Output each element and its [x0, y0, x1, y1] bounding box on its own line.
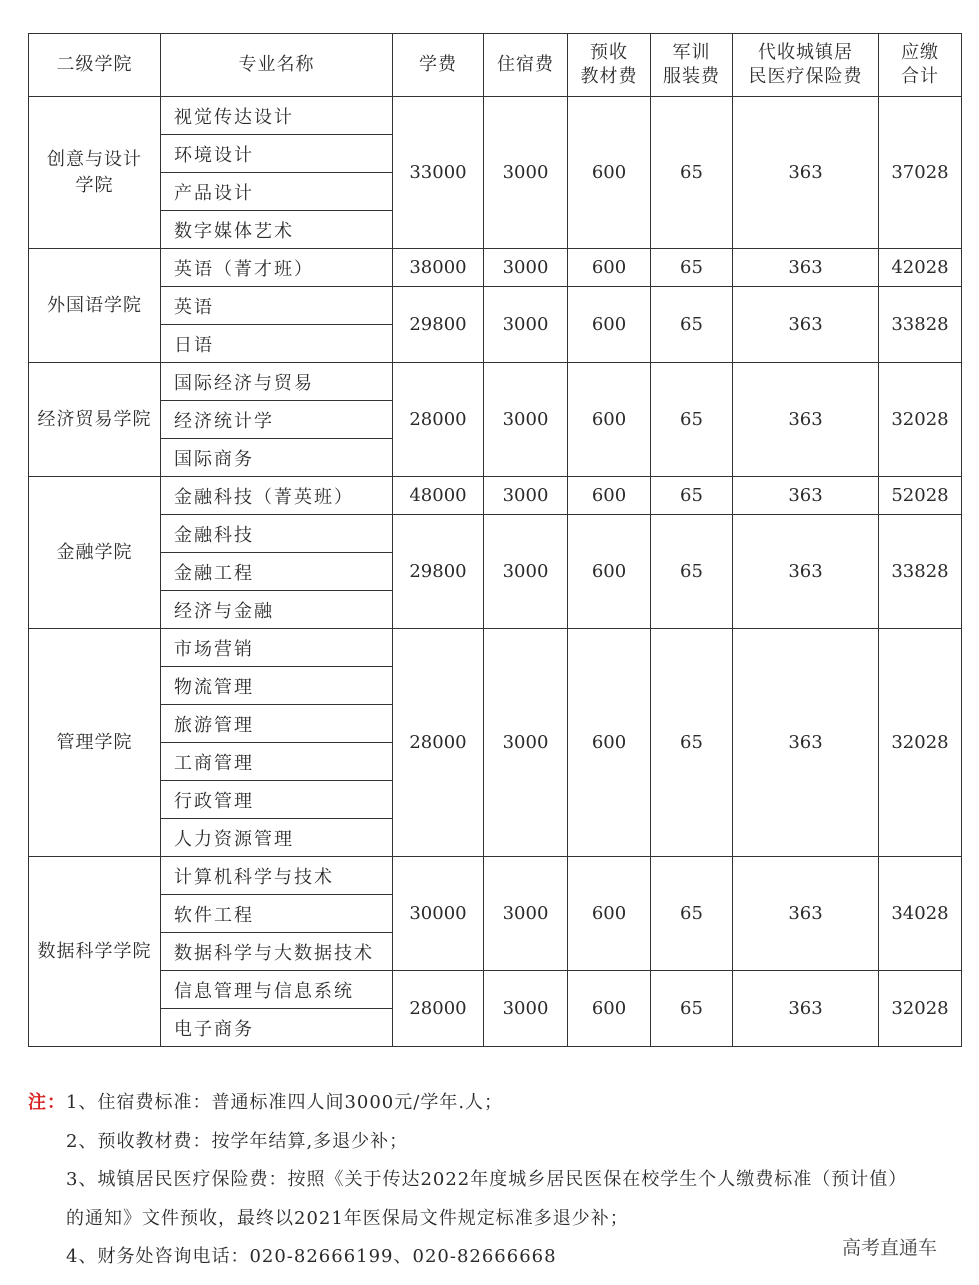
- fee-textbook: 600: [568, 629, 651, 857]
- header-col-tuition: 学费: [393, 34, 484, 97]
- header-col-insurance: 代收城镇居 民医疗保险费: [733, 34, 879, 97]
- fee-tuition: 28000: [393, 971, 484, 1047]
- note-line: 3、城镇居民医疗保险费：按照《关于传达2022年度城乡居民医保在校学生个人缴费标准（预计值）: [66, 1169, 908, 1190]
- major-name: 行政管理: [161, 781, 393, 819]
- fee-tuition: 29800: [393, 287, 484, 363]
- table-row: [29, 629, 962, 667]
- college-name: 管理学院: [29, 629, 161, 857]
- fee-insurance: 363: [733, 97, 879, 249]
- major-name: 英语: [161, 287, 393, 325]
- fee-uniform: 65: [651, 971, 733, 1047]
- fee-textbook: 600: [568, 97, 651, 249]
- fee-dorm: 3000: [484, 477, 568, 515]
- fee-table: [28, 33, 962, 1047]
- college-name: 创意与设计 学院: [29, 97, 161, 249]
- notes-label: 注：: [28, 1092, 66, 1113]
- major-name: 经济与金融: [161, 591, 393, 629]
- fee-textbook: 600: [568, 971, 651, 1047]
- fee-total: 34028: [879, 857, 962, 971]
- major-name: 国际商务: [161, 439, 393, 477]
- major-name: 日语: [161, 325, 393, 363]
- major-name: 信息管理与信息系统: [161, 971, 393, 1009]
- table-row: [29, 97, 962, 135]
- table-row: [29, 287, 962, 325]
- college-name: 数据科学学院: [29, 857, 161, 1047]
- major-name: 数字媒体艺术: [161, 211, 393, 249]
- table-row: [29, 971, 962, 1009]
- note-line: 的通知》文件预收，最终以2021年医保局文件规定标准多退少补；: [66, 1207, 629, 1229]
- fee-uniform: 65: [651, 515, 733, 629]
- fee-insurance: 363: [733, 287, 879, 363]
- fee-textbook: 600: [568, 477, 651, 515]
- header-col-dorm: 住宿费: [484, 34, 568, 97]
- fee-insurance: 363: [733, 971, 879, 1047]
- fee-uniform: 65: [651, 629, 733, 857]
- major-name: 电子商务: [161, 1009, 393, 1047]
- fee-insurance: 363: [733, 857, 879, 971]
- fee-textbook: 600: [568, 249, 651, 287]
- header-col-total: 应缴 合计: [879, 34, 962, 97]
- fee-uniform: 65: [651, 477, 733, 515]
- major-name: 金融科技（菁英班）: [161, 477, 393, 515]
- major-name: 英语（菁才班）: [161, 249, 393, 287]
- major-name: 金融科技: [161, 515, 393, 553]
- table-row: [29, 515, 962, 553]
- fee-total: 42028: [879, 249, 962, 287]
- major-name: 金融工程: [161, 553, 393, 591]
- fee-dorm: 3000: [484, 629, 568, 857]
- fee-insurance: 363: [733, 477, 879, 515]
- major-name: 市场营销: [161, 629, 393, 667]
- fee-tuition: 30000: [393, 857, 484, 971]
- fee-uniform: 65: [651, 97, 733, 249]
- fee-dorm: 3000: [484, 363, 568, 477]
- header-col-uniform: 军训 服装费: [651, 34, 733, 97]
- fee-dorm: 3000: [484, 287, 568, 363]
- major-name: 环境设计: [161, 135, 393, 173]
- major-name: 软件工程: [161, 895, 393, 933]
- fee-tuition: 28000: [393, 629, 484, 857]
- watermark: 高考直通车: [842, 1237, 938, 1259]
- college-name: 经济贸易学院: [29, 363, 161, 477]
- note-line: 4、财务处咨询电话：020-82666199、020-82666668: [66, 1246, 557, 1267]
- fee-dorm: 3000: [484, 971, 568, 1047]
- fee-insurance: 363: [733, 515, 879, 629]
- table-row: [29, 249, 962, 287]
- major-name: 工商管理: [161, 743, 393, 781]
- fee-dorm: 3000: [484, 857, 568, 971]
- fee-total: 37028: [879, 97, 962, 249]
- table-row: [29, 363, 962, 401]
- fee-uniform: 65: [651, 287, 733, 363]
- major-name: 国际经济与贸易: [161, 363, 393, 401]
- major-name: 物流管理: [161, 667, 393, 705]
- major-name: 产品设计: [161, 173, 393, 211]
- fee-total: 32028: [879, 971, 962, 1047]
- fee-total: 52028: [879, 477, 962, 515]
- fee-tuition: 33000: [393, 97, 484, 249]
- major-name: 旅游管理: [161, 705, 393, 743]
- header-col-college: 二级学院: [29, 34, 161, 97]
- major-name: 计算机科学与技术: [161, 857, 393, 895]
- notes: [28, 1084, 907, 1277]
- fee-tuition: 28000: [393, 363, 484, 477]
- header-row: [29, 34, 962, 97]
- major-name: 经济统计学: [161, 401, 393, 439]
- fee-textbook: 600: [568, 287, 651, 363]
- fee-uniform: 65: [651, 249, 733, 287]
- fee-tuition: 38000: [393, 249, 484, 287]
- fee-textbook: 600: [568, 857, 651, 971]
- fee-total: 32028: [879, 363, 962, 477]
- fee-total: 33828: [879, 515, 962, 629]
- fee-dorm: 3000: [484, 515, 568, 629]
- fee-textbook: 600: [568, 363, 651, 477]
- note-line: 1、住宿费标准：普通标准四人间3000元/学年.人；: [66, 1092, 504, 1113]
- fee-total: 33828: [879, 287, 962, 363]
- header-col-textbook: 预收 教材费: [568, 34, 651, 97]
- fee-total: 32028: [879, 629, 962, 857]
- major-name: 视觉传达设计: [161, 97, 393, 135]
- header-col-major: 专业名称: [161, 34, 393, 97]
- major-name: 数据科学与大数据技术: [161, 933, 393, 971]
- fee-insurance: 363: [733, 363, 879, 477]
- fee-uniform: 65: [651, 363, 733, 477]
- fee-textbook: 600: [568, 515, 651, 629]
- note-line: 2、预收教材费：按学年结算,多退少补；: [66, 1130, 409, 1152]
- fee-uniform: 65: [651, 857, 733, 971]
- fee-insurance: 363: [733, 629, 879, 857]
- fee-tuition: 29800: [393, 515, 484, 629]
- college-name: 金融学院: [29, 477, 161, 629]
- college-name: 外国语学院: [29, 249, 161, 363]
- table-row: [29, 477, 962, 515]
- major-name: 人力资源管理: [161, 819, 393, 857]
- fee-dorm: 3000: [484, 97, 568, 249]
- fee-insurance: 363: [733, 249, 879, 287]
- fee-dorm: 3000: [484, 249, 568, 287]
- table-row: [29, 857, 962, 895]
- fee-tuition: 48000: [393, 477, 484, 515]
